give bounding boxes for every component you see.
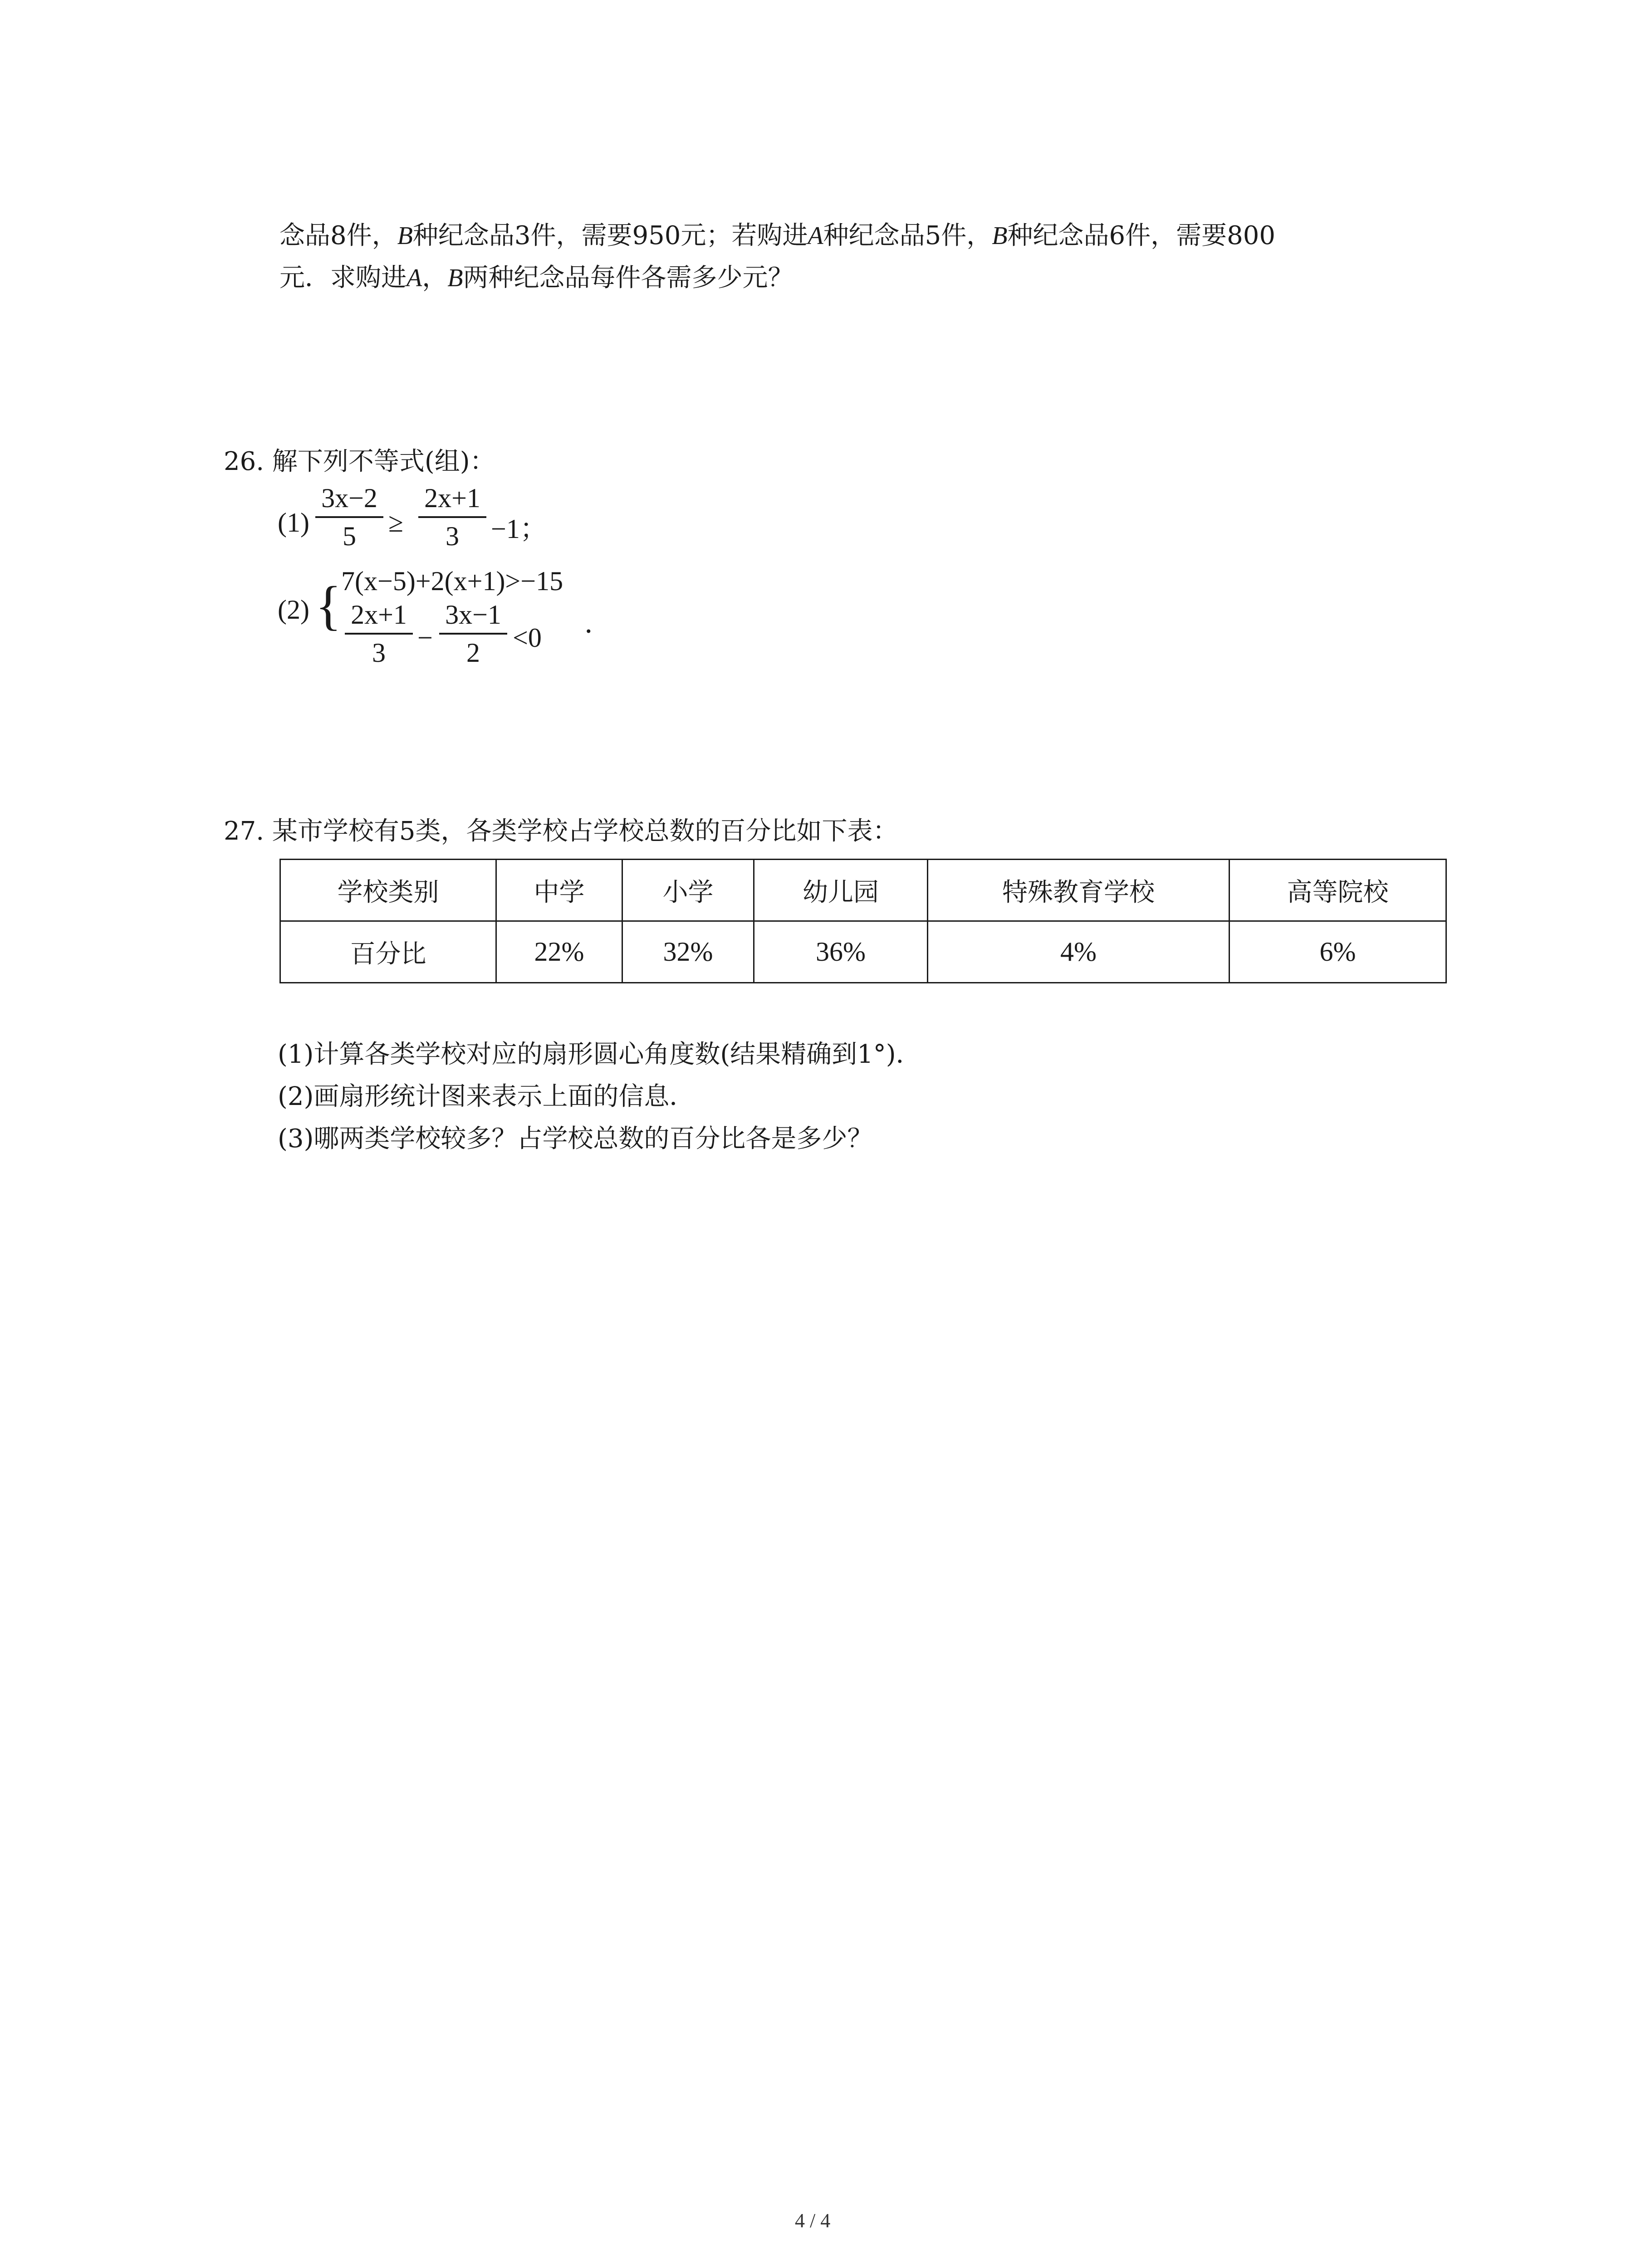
q25-var: B [447, 264, 463, 292]
q26-p2-label: (2) [278, 595, 309, 625]
q26-title: 26. 解下列不等式(组)： [224, 447, 495, 476]
q26-p2-brace: { [315, 575, 342, 635]
q26-p1-tail: −1； [491, 514, 547, 544]
q25-text: 元．求购进 [279, 263, 407, 293]
q26-p1-operator: ≥ [388, 508, 403, 538]
table-row [280, 921, 1446, 983]
q25-var: B [992, 222, 1008, 250]
q27-sub-2: (2)画扇形统计图来表示上面的信息． [278, 1082, 695, 1111]
fraction-denominator: 3 [446, 521, 459, 551]
q26-p1-fraction-1 [315, 484, 383, 550]
table-header-cell: 特殊教育学校 [928, 860, 1230, 921]
q26-p2-line-1: 7(x−5)+2(x+1)>−15 [341, 566, 563, 596]
q25-text: 种纪念品5件， [823, 221, 992, 250]
q25-text: 念品8件， [279, 221, 397, 250]
fraction-bar [315, 516, 383, 518]
q25-text: ， [422, 263, 448, 293]
q25-var: B [397, 222, 413, 250]
table-cell: 6% [1230, 921, 1446, 983]
q25-line-2 [279, 265, 793, 291]
q25-var: A [808, 222, 823, 250]
school-percentage-table [279, 859, 1447, 983]
page-number: 4 / 4 [795, 2209, 831, 2232]
q27-title: 27. 某市学校有5类，各类学校占学校总数的百分比如下表： [224, 816, 898, 846]
table-header-cell: 小学 [622, 860, 754, 921]
table-header-cell: 高等院校 [1230, 860, 1446, 921]
table-cell: 22% [496, 921, 622, 983]
q26-p2-period: ． [584, 609, 612, 639]
q26-p1-label: (1) [278, 508, 309, 538]
q25-text: 两种纪念品每件各需多少元？ [463, 263, 794, 293]
fraction-numerator: 3x−2 [321, 483, 377, 513]
fraction-numerator: 2x+1 [424, 483, 480, 513]
fraction-denominator: 2 [466, 638, 480, 668]
q25-line-1 [279, 223, 1275, 249]
fraction-denominator: 5 [343, 521, 356, 551]
fraction-numerator: 2x+1 [351, 600, 407, 630]
q25-text: 种纪念品6件，需要800 [1007, 221, 1275, 250]
fraction-bar [439, 633, 507, 635]
q26-p2-tail: <0 [513, 623, 542, 653]
q25-var: A [407, 264, 422, 292]
q27-sub-3: (3)哪两类学校较多？占学校总数的百分比各是多少？ [278, 1124, 873, 1154]
fraction-bar [418, 516, 486, 518]
q26-p2-minus: − [417, 623, 433, 653]
table-header-cell: 幼儿园 [754, 860, 928, 921]
fraction-denominator: 3 [372, 638, 386, 668]
q26-p2-fraction-2 [439, 601, 507, 666]
table-cell: 4% [928, 921, 1230, 983]
q25-text: 种纪念品3件，需要950元；若购进 [412, 221, 808, 250]
table-header-row [280, 860, 1446, 921]
fraction-bar [345, 633, 413, 635]
q27-sub-1: (1)计算各类学校对应的扇形圆心角度数(结果精确到1°)． [278, 1040, 921, 1069]
table-cell: 32% [622, 921, 754, 983]
q26-p2-fraction-1 [345, 601, 413, 666]
table-header-cell: 学校类别 [280, 860, 496, 921]
table-cell: 百分比 [280, 921, 496, 983]
table-cell: 36% [754, 921, 928, 983]
fraction-numerator: 3x−1 [445, 600, 501, 630]
table-header-cell: 中学 [496, 860, 622, 921]
q26-p1-fraction-2 [418, 484, 486, 550]
